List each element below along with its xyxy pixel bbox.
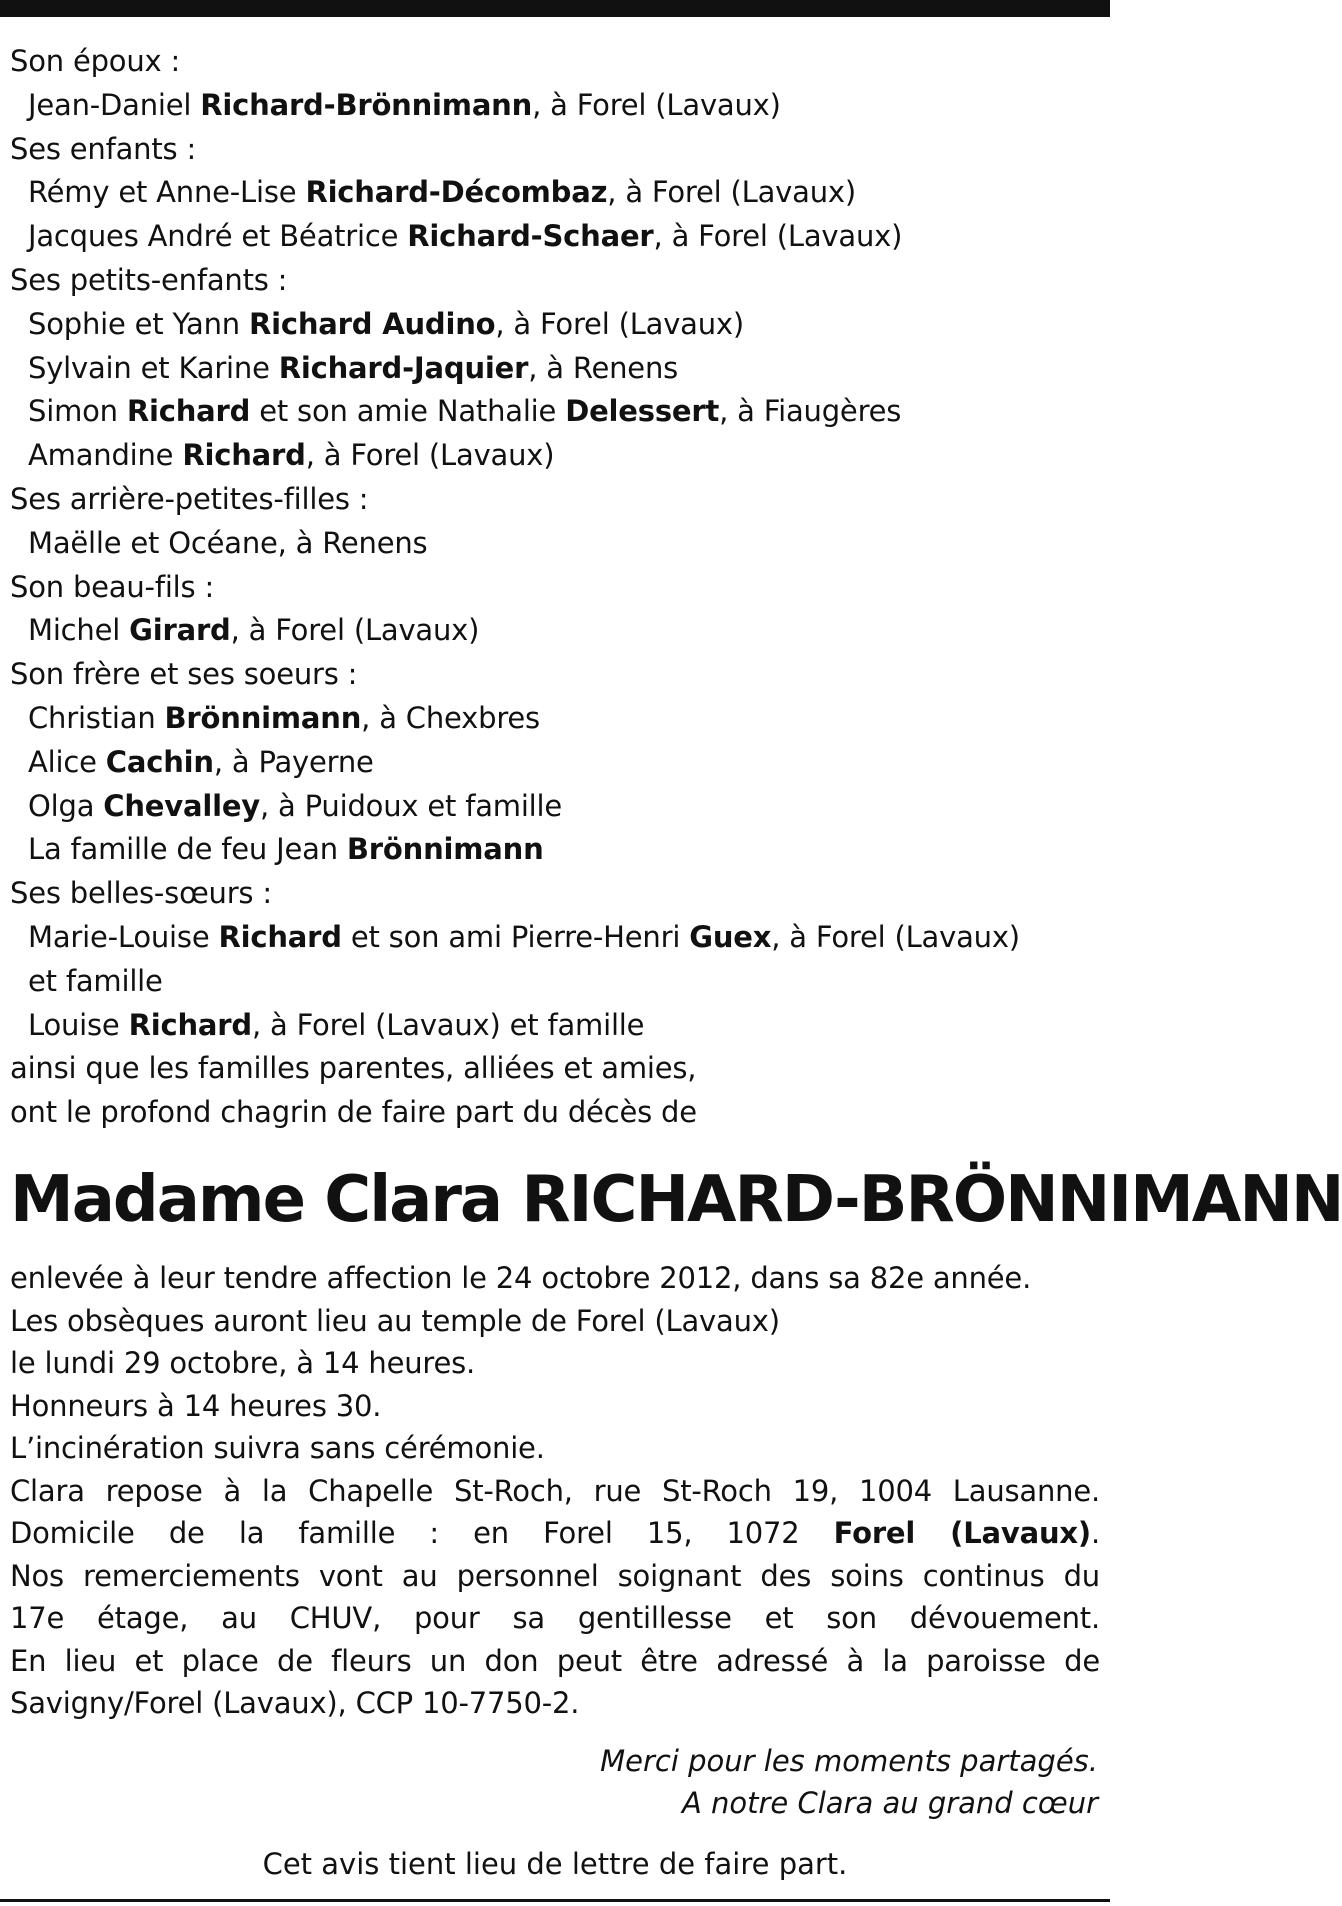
great-grandchildren-entry: Maëlle et Océane, à Renens	[28, 525, 428, 560]
sisters-in-law-heading: Ses belles-sœurs :	[10, 876, 272, 911]
chapel-line: Clara repose à la Chapelle St-Roch, rue St-Roch 19, 1004 Lausanne.	[10, 1473, 1100, 1508]
child-entry	[10, 215, 1100, 259]
family-address-line	[10, 1512, 1100, 1555]
entry-surname: Girard	[129, 613, 231, 648]
children-heading: Ses enfants :	[10, 131, 197, 166]
son-in-law-heading: Son beau-fils :	[10, 569, 215, 604]
address-end: .	[1090, 1516, 1100, 1550]
closing-message	[600, 1740, 1098, 1824]
entry-partner: et son amie Nathalie	[250, 394, 566, 429]
grandchild-entry	[10, 390, 1100, 434]
entry-place: , à Forel (Lavaux)	[230, 613, 480, 648]
sister-in-law-entry	[10, 1004, 1100, 1048]
entry-place: , à Forel (Lavaux) et famille	[251, 1007, 645, 1042]
entry-name: Marie-Louise	[28, 919, 219, 954]
entry-name: Olga	[28, 788, 104, 823]
entry-name: Simon	[28, 394, 127, 429]
entry-surname: Richard-Jaquier	[278, 350, 529, 385]
entry-surname: Richard	[128, 1007, 252, 1042]
siblings-heading: Son frère et ses soeurs :	[10, 657, 358, 692]
thanks-line-continued: 17e étage, au CHUV, pour sa gentillesse et son dévouement.	[10, 1601, 1100, 1635]
sibling-entry	[10, 741, 1100, 785]
grandchildren-heading: Ses petits-enfants :	[10, 262, 288, 297]
sibling-entry	[10, 697, 1100, 741]
entry-name: Jacques André et Béatrice	[28, 219, 408, 254]
deceased-name: Madame Clara RICHARD-BRÖNNIMANN	[10, 1163, 1342, 1237]
funeral-location-line: Les obsèques auront lieu au temple de Forel (Lavaux)	[10, 1303, 780, 1338]
funeral-details	[10, 1257, 1100, 1725]
entry-place: , à Fiaugères	[719, 394, 902, 429]
grandchild-entry	[10, 347, 1100, 391]
top-rule	[0, 0, 1110, 17]
sister-in-law-entry-continued: et famille	[28, 963, 163, 998]
entry-name: Christian	[28, 700, 165, 735]
grandchild-entry	[10, 434, 1100, 478]
thanks-line: Nos remerciements vont au personnel soignant des soins continus du	[10, 1558, 1100, 1593]
entry-name: Sylvain et Karine	[28, 350, 279, 385]
entry-name: Amandine	[28, 438, 183, 473]
entry-surname: Cachin	[105, 744, 214, 779]
entry-partner: et son ami Pierre-Henri	[341, 919, 690, 954]
entry-name: Sophie et Yann	[28, 306, 249, 341]
address-text: Domicile de la famille : en Forel 15, 1072	[10, 1516, 834, 1550]
entry-place: , à Forel (Lavaux)	[653, 219, 903, 254]
entry-place: , à Puidoux et famille	[260, 788, 563, 823]
son-in-law-entry	[10, 609, 1100, 653]
closing-line: Merci pour les moments partagés.	[600, 1744, 1098, 1778]
entry-place: , à Payerne	[213, 744, 374, 779]
great-grandchildren-heading: Ses arrière-petites-filles :	[10, 481, 369, 516]
address-town: Forel (Lavaux)	[833, 1516, 1091, 1550]
entry-surname: Richard-Schaer	[407, 219, 654, 254]
cremation-line: L’incinération suivra sans cérémonie.	[10, 1431, 545, 1465]
entry-surname: Richard	[218, 919, 342, 954]
grandchild-entry	[10, 303, 1100, 347]
entry-name: Jean-Daniel	[28, 87, 201, 122]
entry-place: , à Forel (Lavaux)	[607, 175, 856, 210]
honours-line: Honneurs à 14 heures 30.	[10, 1388, 382, 1423]
sibling-entry	[10, 828, 1100, 872]
funeral-date-line: le lundi 29 octobre, à 14 heures.	[10, 1346, 476, 1380]
entry-name: La famille de feu Jean	[28, 832, 347, 867]
sibling-entry	[10, 785, 1100, 829]
announcement-line: ont le profond chagrin de faire part du décès de	[10, 1095, 697, 1130]
entry-surname: Brönnimann	[346, 832, 544, 867]
spouse-entry	[10, 84, 1100, 128]
entry-partner-surname: Guex	[689, 919, 772, 954]
entry-surname: Richard-Décombaz	[305, 175, 608, 210]
relatives-line: ainsi que les familles parentes, alliées et amies,	[10, 1051, 697, 1086]
entry-place: , à Renens	[528, 350, 679, 385]
notice-line: Cet avis tient lieu de lettre de faire part.	[262, 1847, 848, 1881]
entry-name: Louise	[28, 1007, 129, 1042]
donation-line: En lieu et place de fleurs un don peut être adressé à la paroisse de	[10, 1643, 1100, 1678]
death-date-line: enlevée à leur tendre affection le 24 octobre 2012, dans sa 82e année.	[10, 1261, 1032, 1295]
family-list	[10, 40, 1100, 1135]
entry-place: , à Chexbres	[361, 700, 540, 735]
entry-place: , à Forel (Lavaux)	[495, 306, 745, 341]
entry-place: , à Forel (Lavaux)	[532, 87, 781, 122]
entry-name: Rémy et Anne-Lise	[28, 175, 306, 210]
entry-surname: Richard	[126, 394, 251, 429]
child-entry	[10, 171, 1100, 215]
entry-name: Alice	[28, 744, 106, 779]
closing-line: A notre Clara au grand cœur	[681, 1786, 1098, 1820]
entry-surname: Brönnimann	[164, 700, 362, 735]
entry-place: , à Forel (Lavaux)	[305, 438, 555, 473]
entry-place: , à Forel (Lavaux)	[771, 919, 1020, 954]
spouse-heading: Son époux :	[10, 44, 181, 78]
bottom-rule	[0, 1899, 1110, 1902]
entry-surname: Richard	[182, 438, 306, 473]
donation-account-line: Savigny/Forel (Lavaux), CCP 10-7750-2.	[10, 1686, 580, 1720]
entry-surname: Richard-Brönnimann	[200, 87, 533, 122]
sister-in-law-entry	[10, 916, 1100, 960]
entry-partner-surname: Delessert	[565, 394, 720, 429]
entry-surname: Chevalley	[103, 788, 261, 823]
entry-surname: Richard Audino	[248, 306, 496, 341]
entry-name: Michel	[28, 613, 130, 648]
